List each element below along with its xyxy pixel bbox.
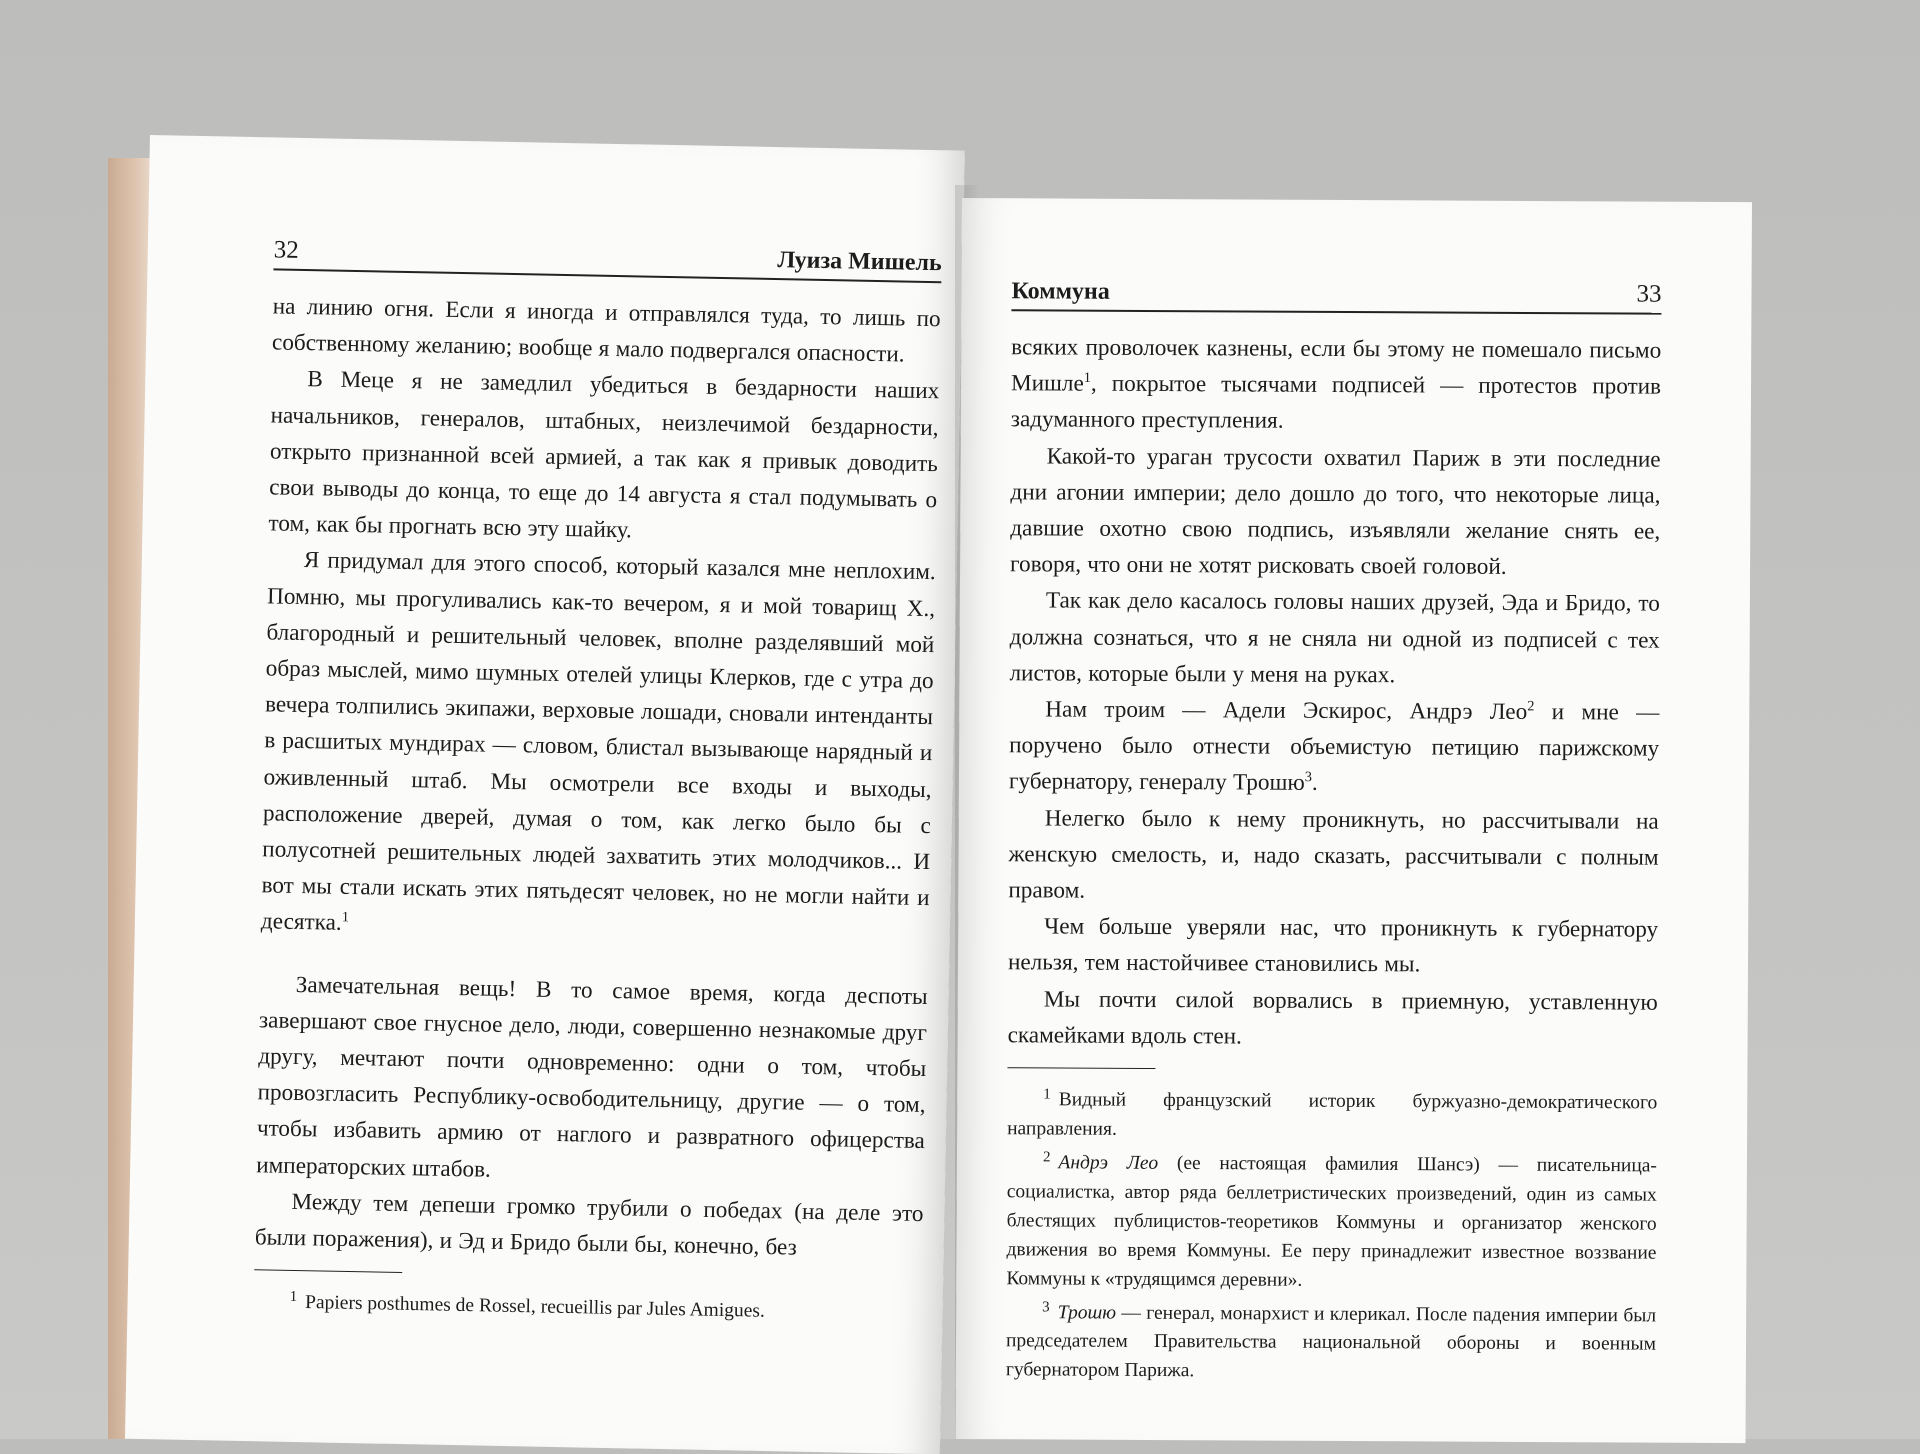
right-footnote-divider xyxy=(1007,1067,1155,1069)
right-footnote-2-text: (ее настоящая фамилия Шансэ) — писательница-социалистка, автор ряда беллетристических произведений, один из самых блестящих публицистов-теоретиков Коммуны и организатор женского движения во время Коммуны. Ее перу принадлежит известное воззвание Коммуны к «трудящимся деревни». xyxy=(1006,1152,1657,1291)
left-page xyxy=(125,135,965,1454)
left-running-head xyxy=(273,232,942,283)
right-paragraph-4-text-c: . xyxy=(1311,770,1318,797)
right-paragraph-1 xyxy=(1011,329,1662,441)
right-footnote-3-mark: 3 xyxy=(1042,1298,1050,1316)
right-paragraph-2: Какой-то ураган трусости охватил Париж в эти последние дни агонии империи; дело дошло до того, что некоторые лица, давшие охотно свою подпись, изъявляли желание снять ее, говоря, что они не хотят рисковать своей головой. xyxy=(1010,443,1661,581)
right-paragraph-4-text-b: и мне — поручено было отнести объемистую петицию парижскому губернатору, генералу Трошю xyxy=(1008,699,1660,797)
right-footnote-2-name: Андрэ Лео xyxy=(1058,1152,1159,1174)
left-footnote-1 xyxy=(253,1282,922,1329)
right-running-title: Коммуна xyxy=(1011,278,1110,305)
footnote-ref-1: 1 xyxy=(1083,370,1092,387)
right-paragraph-1-text-a: всяких проволочек казнены, если бы этому не помешало письмо Мишле xyxy=(1010,334,1662,397)
right-paragraph-6: Чем больше уверяли нас, что проникнуть к губернатору нельзя, тем настойчивее становились мы. xyxy=(1007,913,1659,978)
right-paragraph-1-text-b: , покрытое тысячами подписей — протестов против задуманного преступления. xyxy=(1010,370,1662,435)
right-footnote-1-text: Видный французский историк буржуазно-демократического направления. xyxy=(1007,1089,1658,1140)
right-footnote-1 xyxy=(1007,1080,1657,1146)
left-footnote-divider xyxy=(254,1269,402,1273)
footnote-ref-2: 2 xyxy=(1527,698,1535,715)
left-paragraph-5: Между тем депеши громко трубили о победах (на деле это были поражения), и Эд и Бридо были бы, конечно, без xyxy=(254,1188,924,1261)
right-footnote-2 xyxy=(1006,1143,1657,1296)
right-footnote-3-name: Трошю xyxy=(1057,1301,1117,1324)
left-text-column xyxy=(253,232,942,1329)
right-page xyxy=(956,198,1752,1443)
left-paragraph-4: Замечательная вещь! В то самое время, когда деспоты завершают свое гнусное дело, люди, совершенно незнакомые друг другу, мечтают почти одновременно: одни о том, чтобы провозгласить Республику-освободительницу, другие — о том, чтобы избавить армию от наглого и развратного офицерства императорских штабов. xyxy=(255,971,928,1183)
left-paragraph-3-text: Я придумал для этого способ, который казался мне неплохим. Помню, мы прогуливались как-то вечером, я и мой товарищ Х., благородный и решительный человек, вполне разделявший мой образ мыслей, мимо шумных отелей улицы Клерков, где с утра до вечера толпились экипажи, верховые лошади, сновали интенданты в расшитых мундирах — словом, блистал вызывающе нарядный и оживленный штаб. Мы осмотрели все входы и выходы, расположение дверей, думая о том, как легко было бы с полусотней решительных людей захватить этих молодчиков... И вот мы стали искать этих пятьдесят человек, но не могли найти и десятка. xyxy=(260,547,936,937)
right-footnote-1-mark: 1 xyxy=(1043,1086,1051,1103)
right-paragraph-4 xyxy=(1009,691,1660,803)
left-page-number: 32 xyxy=(273,236,300,264)
right-paragraph-3: Так как дело касалось головы наших друзей, Эда и Бридо, то должна сознаться, что я не сняла ни одной из подписей с тех листов, которые были у меня на руках. xyxy=(1009,587,1660,689)
footnote-ref-3: 3 xyxy=(1304,769,1312,786)
left-paragraph-2: В Меце я не замедлил убедиться в бездарности наших начальников, генералов, штабных, неизлечимой бездарности, открыто признанной всей армией, а так как я привык доводить свои выводы до конца, то еще до 14 августа я стал подумывать о том, как бы прогнать всю эту шайку. xyxy=(268,366,940,544)
left-paragraph-3 xyxy=(261,542,937,953)
right-paragraph-7: Мы почти силой ворвались в приемную, уставленную скамейками вдоль стен. xyxy=(1007,986,1658,1050)
right-footnote-2-mark: 2 xyxy=(1042,1149,1051,1166)
right-footnote-3-text: — генерал, монархист и клерикал. После падения империи был председателем Правительства национальной обороны и военным губернатором Парижа. xyxy=(1005,1302,1657,1382)
right-text-column xyxy=(1006,273,1662,1388)
right-footnote-3 xyxy=(1006,1293,1656,1388)
left-paragraph-1: на линию огня. Если я иногда и отправлялся туда, то лишь по собственному желанию; вообще я мало подвергался опасности. xyxy=(271,293,941,368)
left-footnote-1-text: Papiers posthumes de Rossel, recueillis par Jules Amigues. xyxy=(304,1292,766,1323)
right-paragraph-5: Нелегко было к нему проникнуть, но рассчитывали на женскую смелость, и, надо сказать, рассчитывали с полным правом. xyxy=(1008,805,1659,904)
right-page-number: 33 xyxy=(1636,280,1662,308)
footnote-ref-1: 1 xyxy=(341,909,350,926)
right-paragraph-4-text-a: Нам троим — Адели Эскирос, Андрэ Лео xyxy=(1045,696,1528,725)
left-running-title: Луиза Мишель xyxy=(777,247,942,277)
left-footnote-1-mark: 1 xyxy=(289,1289,298,1306)
right-running-head xyxy=(1011,273,1661,314)
